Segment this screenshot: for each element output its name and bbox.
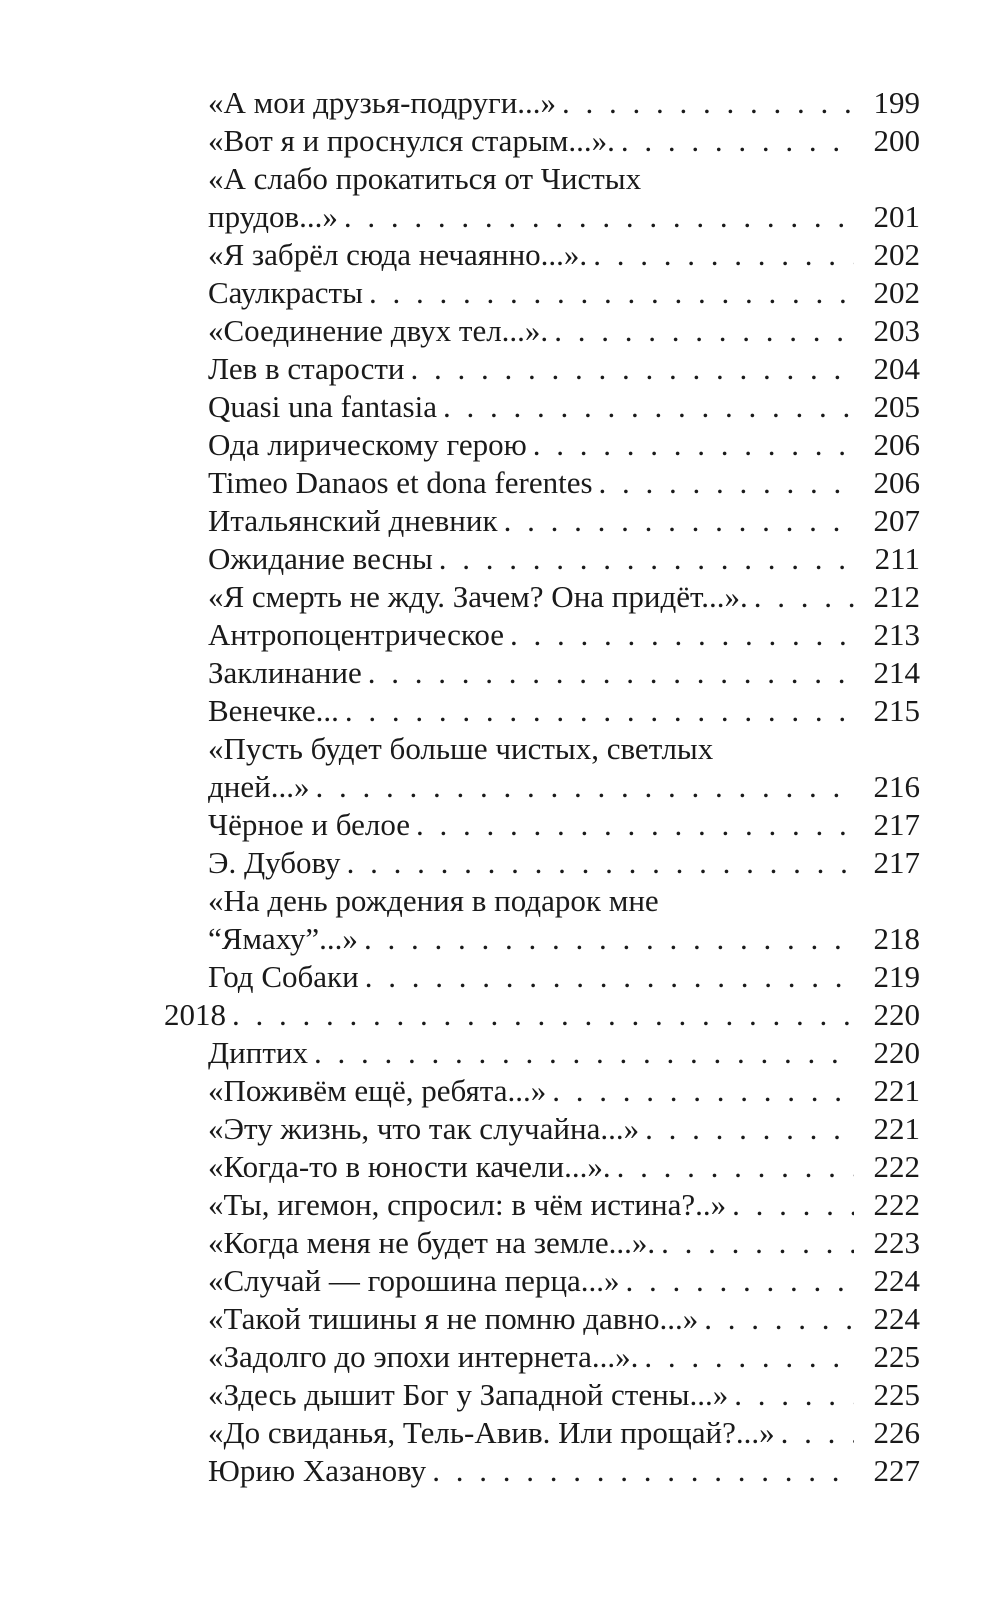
toc-row <box>0 122 1000 160</box>
toc-page-number: 227 <box>873 1453 920 1488</box>
toc-page-number: 220 <box>873 997 920 1032</box>
dot-leader <box>734 1376 854 1414</box>
toc-page-number: 215 <box>873 693 920 728</box>
dot-leader <box>732 1186 854 1224</box>
toc-row <box>0 540 1000 578</box>
toc-entry-title: «Когда меня не будет на земле...». <box>208 1225 656 1260</box>
toc-row <box>0 654 1000 692</box>
toc-page-number: 218 <box>873 921 920 956</box>
toc-row <box>0 426 1000 464</box>
toc-row <box>0 1148 1000 1186</box>
dot-leader <box>781 1414 854 1452</box>
toc-row <box>0 274 1000 312</box>
dot-leader <box>347 844 854 882</box>
toc-page-number: 219 <box>873 959 920 994</box>
toc-entry-title: Итальянский дневник <box>208 503 498 538</box>
toc-row <box>0 806 1000 844</box>
toc-page-number: 220 <box>873 1035 920 1070</box>
toc-entry <box>0 236 1000 274</box>
toc-row <box>0 844 1000 882</box>
toc-row <box>0 920 1000 958</box>
toc-entry <box>0 806 1000 844</box>
dot-leader <box>432 1452 854 1490</box>
toc-row <box>0 388 1000 426</box>
toc-page-number: 221 <box>873 1111 920 1146</box>
toc-entry-title: Timeo Danaos et dona ferentes <box>208 465 593 500</box>
dot-leader <box>704 1300 854 1338</box>
dot-leader <box>369 274 854 312</box>
toc-page-number: 222 <box>873 1149 920 1184</box>
toc-row <box>0 502 1000 540</box>
toc-row <box>0 312 1000 350</box>
dot-leader <box>232 996 854 1034</box>
toc-page-number: 217 <box>873 807 920 842</box>
toc-entry <box>0 502 1000 540</box>
toc-entry-title: Венечке... <box>208 693 339 728</box>
dot-leader <box>754 578 854 616</box>
toc-page-number: 205 <box>873 389 920 424</box>
toc-row <box>0 464 1000 502</box>
toc-entry <box>0 312 1000 350</box>
toc-entry <box>0 1414 1000 1452</box>
toc-entry-title: Лев в старости <box>208 351 405 386</box>
dot-leader <box>533 426 854 464</box>
toc-entry-title: «Задолго до эпохи интернета...». <box>208 1339 639 1374</box>
toc-entry <box>0 1452 1000 1490</box>
toc-entry <box>0 692 1000 730</box>
toc-row <box>0 1262 1000 1300</box>
toc-section-title: 2018 <box>164 997 226 1032</box>
toc-row <box>0 1414 1000 1452</box>
toc-page-number: 213 <box>873 617 920 652</box>
toc-row <box>0 1300 1000 1338</box>
toc-row <box>0 1224 1000 1262</box>
toc-entry-title: Юрию Хазанову <box>208 1453 427 1488</box>
toc-page-number: 202 <box>873 237 920 272</box>
toc-row <box>0 1186 1000 1224</box>
toc-entry-title: «Вот я и проснулся старым...». <box>208 123 615 158</box>
dot-leader <box>365 958 854 996</box>
toc-page-number: 222 <box>873 1187 920 1222</box>
toc-entry-title: Чёрное и белое <box>208 807 410 842</box>
toc-entry-title: “Ямаху”...» <box>208 921 358 956</box>
toc-entry <box>0 1262 1000 1300</box>
toc-entry-title: «Ты, игемон, спросил: в чём истина?..» <box>208 1187 727 1222</box>
toc-entry-title: «Эту жизнь, что так случайна...» <box>208 1111 640 1146</box>
toc-entry-title: «Случай — горошина перца...» <box>208 1263 620 1298</box>
toc-entry-title: «Когда-то в юности качели...». <box>208 1149 611 1184</box>
toc-row <box>0 1376 1000 1414</box>
toc-entry-title: прудов...» <box>208 199 338 234</box>
toc-entry <box>0 160 1000 236</box>
toc-entry <box>0 1224 1000 1262</box>
toc-entry <box>0 388 1000 426</box>
toc-page-number: 225 <box>873 1377 920 1412</box>
toc-row <box>0 958 1000 996</box>
toc-page-number: 221 <box>873 1073 920 1108</box>
toc-page-number: 206 <box>873 427 920 462</box>
toc-page-number: 204 <box>873 351 920 386</box>
dot-leader <box>364 920 854 958</box>
toc-entry-title-line: «Пусть будет больше чистых, светлых <box>208 731 714 766</box>
toc-entry <box>0 730 1000 806</box>
dot-leader <box>345 692 854 730</box>
toc-entry-title: «Я забрёл сюда нечаянно...». <box>208 237 588 272</box>
toc-page-number: 224 <box>873 1301 920 1336</box>
toc-entry-title: Антропоцентрическое <box>208 617 504 652</box>
dot-leader <box>645 1110 854 1148</box>
toc-entry-title: Quasi una fantasia <box>208 389 437 424</box>
toc-page-number: 226 <box>873 1415 920 1450</box>
toc-row <box>0 768 1000 806</box>
toc-page-number: 224 <box>873 1263 920 1298</box>
toc-page-number: 207 <box>873 503 920 538</box>
toc-entry <box>0 1148 1000 1186</box>
toc-row <box>0 578 1000 616</box>
toc-entry-title: «Такой тишины я не помню давно...» <box>208 1301 699 1336</box>
toc-page-number: 212 <box>873 579 920 614</box>
toc-entry <box>0 274 1000 312</box>
dot-leader <box>416 806 854 844</box>
toc-entry-title: «Соединение двух тел...». <box>208 313 549 348</box>
toc-row <box>0 1072 1000 1110</box>
toc-page-number: 216 <box>873 769 920 804</box>
toc-entry <box>0 1186 1000 1224</box>
toc-entry-title: «Здесь дышит Бог у Западной стены...» <box>208 1377 729 1412</box>
dot-leader <box>621 122 854 160</box>
dot-leader <box>554 312 854 350</box>
toc-row <box>0 1110 1000 1148</box>
toc-entry-title: Год Собаки <box>208 959 359 994</box>
toc-entry <box>0 958 1000 996</box>
toc-row <box>0 616 1000 654</box>
toc-entry-title: Заклинание <box>208 655 362 690</box>
dot-leader <box>626 1262 854 1300</box>
toc-entry-title: Диптих <box>208 1035 308 1070</box>
toc-entry <box>0 426 1000 464</box>
toc-row <box>0 1452 1000 1490</box>
toc-entry <box>0 84 1000 122</box>
toc-entry-title: «Поживём ещё, ребята...» <box>208 1073 547 1108</box>
toc-row <box>0 236 1000 274</box>
toc-entry-title: «Я смерть не жду. Зачем? Она придёт...». <box>208 579 748 614</box>
dot-leader <box>439 540 854 578</box>
dot-leader <box>315 768 854 806</box>
toc-entry <box>0 1338 1000 1376</box>
toc-page-number: 217 <box>873 845 920 880</box>
dot-leader <box>552 1072 854 1110</box>
toc-entry-title: дней...» <box>208 769 310 804</box>
dot-leader <box>314 1034 854 1072</box>
dot-leader <box>510 616 854 654</box>
toc-entry <box>0 882 1000 958</box>
toc-section-entry <box>0 996 1000 1034</box>
toc-page-number: 223 <box>873 1225 920 1260</box>
toc-entry <box>0 1034 1000 1072</box>
dot-leader <box>661 1224 854 1262</box>
toc-entry <box>0 616 1000 654</box>
dot-leader <box>443 388 854 426</box>
toc-page-number: 201 <box>873 199 920 234</box>
toc-page-number: 211 <box>874 541 920 576</box>
toc-row <box>0 1034 1000 1072</box>
toc-page-number: 206 <box>873 465 920 500</box>
dot-leader <box>599 464 854 502</box>
dot-leader <box>344 198 854 236</box>
toc-row <box>0 692 1000 730</box>
toc-entry <box>0 350 1000 388</box>
toc-entry-title-line: «А слабо прокатиться от Чистых <box>208 161 642 196</box>
toc-entry <box>0 464 1000 502</box>
toc-entry <box>0 844 1000 882</box>
toc-entry-title: Ожидание весны <box>208 541 433 576</box>
toc-row <box>0 996 1000 1034</box>
table-of-contents <box>0 84 1000 1490</box>
toc-entry-title: Ода лирическому герою <box>208 427 527 462</box>
toc-page-number: 214 <box>873 655 920 690</box>
toc-entry <box>0 1376 1000 1414</box>
toc-page-number: 199 <box>873 85 920 120</box>
dot-leader <box>593 236 854 274</box>
dot-leader <box>504 502 854 540</box>
toc-entry-title: Э. Дубову <box>208 845 341 880</box>
toc-page-number: 200 <box>873 123 920 158</box>
toc-row <box>0 198 1000 236</box>
toc-entry <box>0 578 1000 616</box>
toc-page-number: 202 <box>873 275 920 310</box>
toc-entry <box>0 1072 1000 1110</box>
toc-entry-title-line: «На день рождения в подарок мне <box>208 883 659 918</box>
toc-entry <box>0 654 1000 692</box>
toc-entry-title: Саулкрасты <box>208 275 363 310</box>
toc-entry <box>0 1300 1000 1338</box>
toc-row <box>0 84 1000 122</box>
dot-leader <box>410 350 854 388</box>
dot-leader <box>644 1338 854 1376</box>
toc-page-number: 225 <box>873 1339 920 1374</box>
toc-entry <box>0 1110 1000 1148</box>
toc-entry-title: «А мои друзья-подруги...» <box>208 85 557 120</box>
toc-entry <box>0 540 1000 578</box>
toc-entry <box>0 122 1000 160</box>
dot-leader <box>562 84 854 122</box>
dot-leader <box>368 654 854 692</box>
toc-row <box>0 350 1000 388</box>
toc-entry-title: «До свиданья, Тель-Авив. Или прощай?...» <box>208 1415 775 1450</box>
toc-page-number: 203 <box>873 313 920 348</box>
toc-row <box>0 1338 1000 1376</box>
dot-leader <box>617 1148 854 1186</box>
